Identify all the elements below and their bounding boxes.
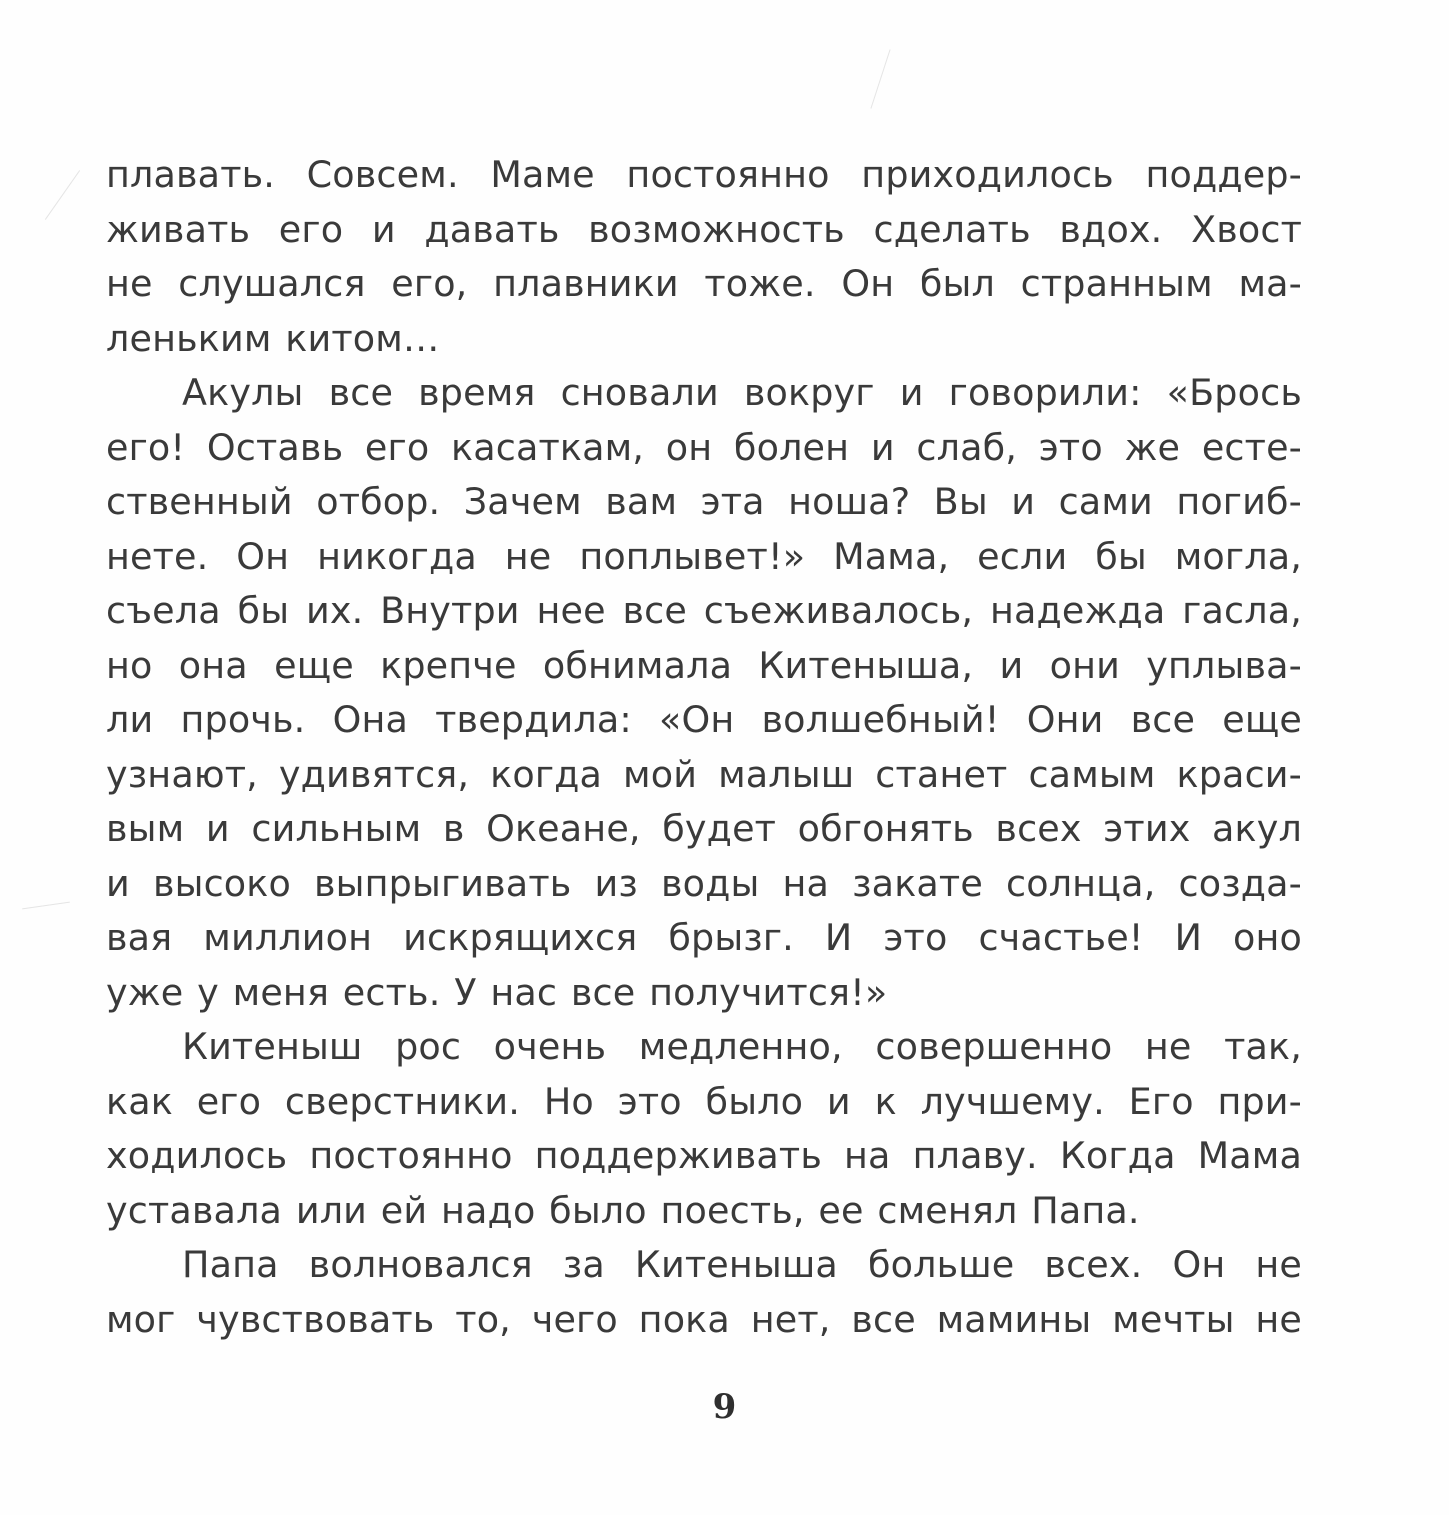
text-line: ли прочь. Она твердила: «Он волшебный! Они все еще	[106, 698, 1302, 741]
scan-mark-top-left	[45, 170, 80, 220]
scan-mark-top-right	[870, 49, 890, 108]
text-line: уставала или ей надо было поесть, ее сменял Папа.	[106, 1188, 1140, 1232]
text-line: леньким китом…	[106, 316, 440, 360]
text-line: узнают, удивятся, когда мой малыш станет самым краси-	[106, 752, 1302, 796]
paragraph-1	[106, 148, 1302, 366]
text-line: не слушался его, плавники тоже. Он был странным ма-	[106, 262, 1302, 305]
text-line: плавать. Совсем. Маме постоянно приходилось поддер-	[106, 153, 1302, 196]
text-line: его! Оставь его касаткам, он болен и слаб, это же есте-	[106, 425, 1302, 469]
text-line: нете. Он никогда не поплывет!» Мама, если бы могла,	[106, 534, 1302, 578]
text-line: Китеныш рос очень медленно, совершенно не так,	[182, 1025, 1302, 1068]
scan-mark-left-edge	[22, 902, 70, 910]
text-line: мог чувствовать то, чего пока нет, все мамины мечты не	[106, 1297, 1302, 1341]
page-number: 9	[712, 1387, 737, 1427]
text-line: Акулы все время сновали вокруг и говорили: «Брось	[182, 371, 1302, 414]
text-line: вая миллион искрящихся брызг. И это счастье! И оно	[106, 916, 1302, 959]
text-line: и высоко выпрыгивать из воды на закате солнца, созда-	[106, 861, 1302, 905]
text-line: как его сверстники. Но это было и к лучшему. Его при-	[106, 1079, 1302, 1123]
text-line: но она еще крепче обнимала Китеныша, и они уплыва-	[106, 643, 1302, 687]
text-line: живать его и давать возможность сделать вдох. Хвост	[106, 207, 1302, 251]
text-line: вым и сильным в Океане, будет обгонять всех этих акул	[106, 807, 1302, 850]
paragraph-3	[106, 1020, 1302, 1238]
text-line: Папа волновался за Китеныша больше всех. Он не	[182, 1243, 1302, 1286]
paragraph-4	[106, 1238, 1302, 1347]
paragraph-2	[106, 366, 1302, 1020]
text-line: ственный отбор. Зачем вам эта ноша? Вы и сами погиб-	[106, 480, 1302, 523]
text-line: уже у меня есть. У нас все получится!»	[106, 970, 888, 1014]
main-text-block	[106, 148, 1302, 1347]
text-line: съела бы их. Внутри нее все съеживалось, надежда гасла,	[106, 589, 1302, 632]
text-line: ходилось постоянно поддерживать на плаву. Когда Мама	[106, 1134, 1302, 1177]
